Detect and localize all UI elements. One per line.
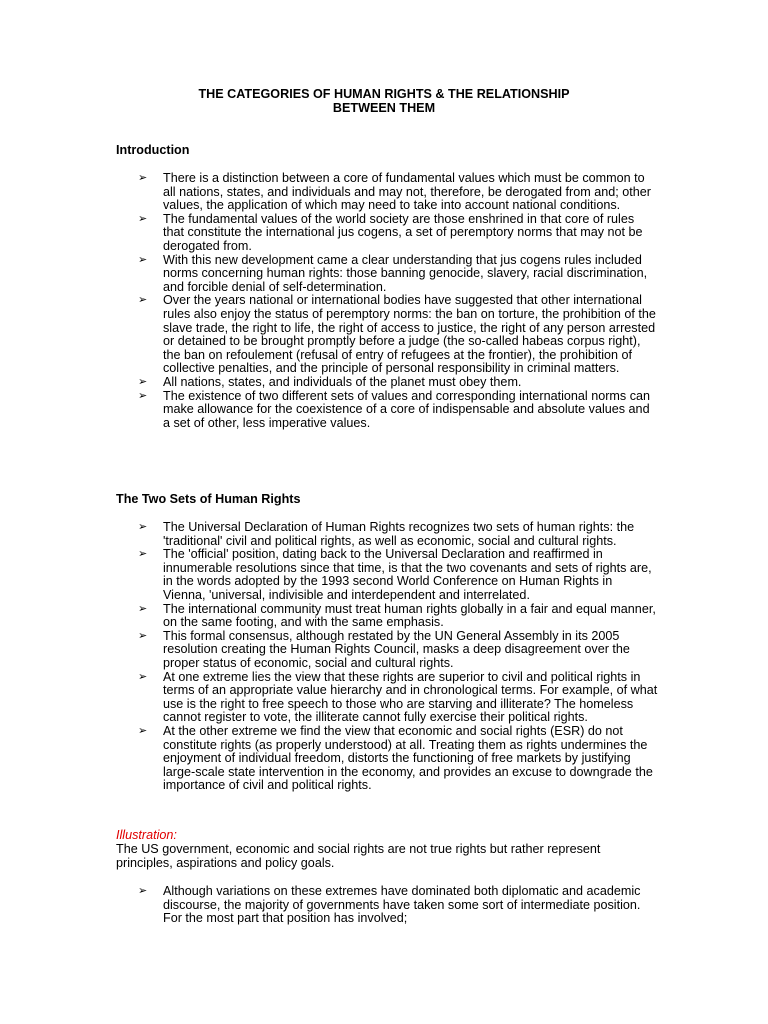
arrow-bullet-icon: ➢: [138, 724, 148, 737]
arrow-bullet-icon: ➢: [138, 548, 148, 561]
list-item: [138, 671, 658, 725]
list-item: [138, 548, 658, 602]
list-item: [138, 725, 658, 793]
introduction-bullet-list: [138, 172, 658, 430]
arrow-bullet-icon: ➢: [138, 885, 148, 897]
list-item-text: This formal consensus, although restated by the UN General Assembly in its 2005 resolution creating the Human Rights Council, masks a deep disagreement over the proper status of economic, social and cultural rights.: [163, 628, 630, 670]
title-line-2: BETWEEN THEM: [332, 100, 436, 115]
list-item-text: Although variations on these extremes have dominated both diplomatic and academic discourse, the majority of governments have taken some sort of intermediate position. For the most part that position has involved;: [163, 884, 641, 926]
section-heading-two-sets: The Two Sets of Human Rights: [116, 492, 301, 506]
list-item-text: With this new development came a clear understanding that jus cogens rules included norms concerning human rights: those banning genocide, slavery, racial discrimination, and forcible denial of self-determination.: [163, 252, 648, 294]
arrow-bullet-icon: ➢: [138, 602, 148, 615]
arrow-bullet-icon: ➢: [138, 521, 148, 533]
title-line-1: THE CATEGORIES OF HUMAN RIGHTS & THE RELATIONSHIP: [198, 87, 570, 101]
list-item: [138, 630, 658, 671]
final-bullet-list: [138, 885, 658, 926]
list-item-text: The 'official' position, dating back to the Universal Declaration and reaffirmed in innumerable resolutions since that time, is that the two covenants and sets of rights are, in the words adopted by the 1993 second World Conference on Human Rights in Vienna, 'universal, indivisible and interdependent and interrelated.: [163, 547, 652, 602]
illustration-text: The US government, economic and social rights are not true rights but rather represent principles, aspirations and policy goals.: [116, 842, 601, 870]
arrow-bullet-icon: ➢: [138, 253, 148, 266]
list-item: [138, 390, 658, 431]
list-item-text: All nations, states, and individuals of the planet must obey them.: [163, 374, 522, 389]
list-item: [138, 172, 658, 213]
document-title: [0, 88, 768, 115]
arrow-bullet-icon: ➢: [138, 629, 148, 642]
list-item: [138, 603, 658, 630]
list-item: [138, 294, 658, 376]
list-item-text: The fundamental values of the world society are those enshrined in that core of rules that constitute the international jus cogens, a set of peremptory norms that may not be derogated from.: [163, 211, 643, 253]
arrow-bullet-icon: ➢: [138, 172, 148, 184]
list-item: [138, 254, 658, 295]
arrow-bullet-icon: ➢: [138, 294, 148, 307]
arrow-bullet-icon: ➢: [138, 389, 148, 402]
list-item-text: The international community must treat human rights globally in a fair and equal manner, on the same footing, and with the same emphasis.: [163, 601, 656, 630]
list-item-text: Over the years national or international bodies have suggested that other international rules also enjoy the status of peremptory norms: the ban on torture, the prohibition of the slave trade, the right to life, the right of access to justice, the right of any person arrested or detained to be brought promptly before a judge (the so-called habeas corpus right), the ban on refoulement (refusal of entry of refugees at the frontier), the prohibition of collective penalties, and the principle of personal responsibility in criminal matters.: [163, 293, 656, 376]
list-item-text: At the other extreme we find the view that economic and social rights (ESR) do not constitute rights (as properly understood) at all. Treating them as rights undermines the enjoyment of individual freedom, distorts the functioning of free markets by justifying large-scale state intervention in the economy, and provides an excuse to downgrade the importance of civil and political rights.: [163, 723, 653, 793]
list-item: [138, 213, 658, 254]
illustration-label: Illustration:: [116, 828, 177, 842]
list-item-text: At one extreme lies the view that these rights are superior to civil and political rights in terms of an appropriate value hierarchy and in chronological terms. For example, of what use is the right to free speech to those who are starving and illiterate? The homeless cannot register to vote, the illiterate cannot fully exercise their political rights.: [163, 669, 658, 725]
two-sets-bullet-list: [138, 521, 658, 793]
arrow-bullet-icon: ➢: [138, 212, 148, 225]
list-item: [138, 376, 658, 390]
section-heading-introduction: Introduction: [116, 143, 190, 157]
arrow-bullet-icon: ➢: [138, 670, 148, 683]
arrow-bullet-icon: ➢: [138, 375, 148, 388]
list-item-text: There is a distinction between a core of fundamental values which must be common to all nations, states, and individuals and may not, therefore, be derogated from and; other values, the application of which may need to take into account national conditions.: [163, 171, 651, 213]
list-item: [138, 521, 658, 548]
list-item-text: The existence of two different sets of values and corresponding international norms can make allowance for the coexistence of a core of indispensable and absolute values and a set of other, less imperative values.: [163, 388, 651, 430]
list-item-text: The Universal Declaration of Human Rights recognizes two sets of human rights: the 'traditional' civil and political rights, as well as economic, social and cultural rights.: [163, 520, 635, 548]
list-item: [138, 885, 658, 926]
